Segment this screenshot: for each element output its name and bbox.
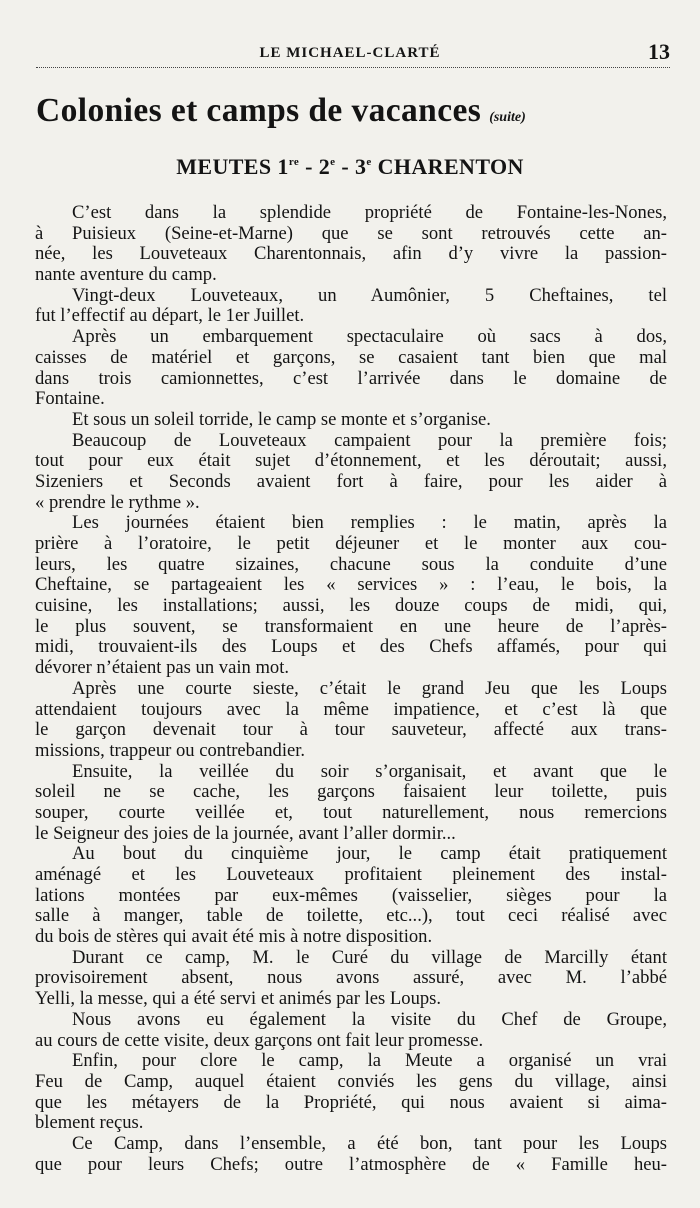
heading-number-2: 2 [318,154,331,179]
text-line: nante aventure du camp. [35,265,217,286]
text-line: salle à manger, table de toilette, etc...), tout ceci réalisé avec [35,906,667,927]
text-line: Durant ce camp, M. le Curé du village de Marcilly étant [72,947,667,968]
text-line: du bois de stères qui avait été mis à notre disposition. [35,927,433,948]
heading-number-1: 1 [277,154,289,179]
text-line: Ce Camp, dans l’ensemble, a été bon, tant pour les Loups [72,1133,667,1154]
text-line: missions, trappeur ou contrebandier. [35,740,306,761]
text-line: C’est dans la splendide propriété de Fontaine-les-Nones, [72,203,667,223]
text-line: Sizeniers et Seconds avaient fort à faire, pour les aider à [35,471,667,492]
heading-number-1-suffix: re [288,156,300,168]
text-line: « prendre le rythme ». [35,492,200,513]
text-line: le plus souvent, se transformaient en une heure de l’après- [35,616,667,637]
heading-label: MEUTES [176,154,272,179]
text-line: que les métayers de la Propriété, qui nous avaient si aima- [35,1092,667,1113]
text-line: Et sous un soleil torride, le camp se monte et s’organise. [72,409,491,430]
text-line: Au bout du cinquième jour, le camp était pratiquement [72,844,667,865]
text-line: prière à l’oratoire, le petit déjeuner et le monter aux cou- [35,534,667,554]
text-line: à Puisieux (Seine-et-Marne) que se sont retrouvés cette an- [35,223,667,244]
text-line: leurs, les quatre sizaines, chacune sous la conduite d’une [35,554,667,575]
text-line: Vingt-deux Louveteaux, un Aumônier, 5 Cheftaines, tel [72,285,667,306]
text-line: née, les Louveteaux Charentonnais, afin d’y vivre la passion- [35,244,667,265]
section-title-text: Colonies et camps de vacances [36,92,482,129]
heading-number-3-suffix: e [366,156,372,168]
text-line: Feu de Camp, auquel étaient conviés les gens du village, ainsi [35,1071,667,1092]
text-line: cuisine, les installations; aussi, les douze coups de midi, qui, [35,596,667,617]
text-line: Yelli, la messe, qui a été servi et animés par les Loups. [35,989,442,1010]
text-line: Nous avons eu également la visite du Chef de Groupe, [72,1009,667,1030]
article-heading: MEUTES 1re - 2e - 3e CHARENTON [176,154,524,179]
text-line: Les journées étaient bien remplies : le matin, après la [72,513,667,534]
page-number: 13 [648,39,670,64]
heading-location: CHARENTON [377,154,524,179]
text-line: Cheftaine, se partageaient les « services » : l’eau, le bois, la [35,575,667,596]
text-line: provisoirement absent, nous avons assuré, avec M. l’abbé [35,968,667,989]
text-line: souper, courte veillée et, tout naturellement, nous remercions [35,802,667,823]
heading-number-2-suffix: e [330,156,336,168]
heading-number-3: 3 [354,154,367,179]
text-line: midi, trouvaient-ils des Loups et des Chefs affamés, pour qui [35,637,667,658]
text-line: dévorer n’étaient pas un vain mot. [35,658,290,679]
text-line: soleil ne se cache, les garçons faisaient leur toilette, puis [35,782,667,803]
text-line: au cours de cette visite, deux garçons ont fait leur promesse. [35,1030,484,1051]
header-rule [36,67,670,68]
article-body [35,203,667,1175]
text-line: attendaient toujours avec la même impatience, et c’est là que [35,699,667,720]
text-line: fut l’effectif au départ, le 1er Juillet. [35,306,305,327]
text-line: dans trois camionnettes, c’est l’arrivée dans le domaine de [35,368,667,389]
text-line: Enfin, pour clore le camp, la Meute a organisé un vrai [72,1051,667,1072]
journal-name: LE MICHAEL-CLARTÉ [259,45,441,61]
text-line: Ensuite, la veillée du soir s’organisait, et avant que le [72,761,667,782]
text-line: que pour leurs Chefs; outre l’atmosphère de « Famille heu- [35,1154,667,1175]
text-line: lations montées par eux-mêmes (vaisselier, sièges pour la [35,885,667,906]
text-line: Fontaine. [35,389,105,410]
running-header [0,36,700,68]
text-line: Après une courte sieste, c’était le grand Jeu que les Loups [72,678,667,699]
text-line: blement reçus. [35,1113,144,1134]
text-line: le Seigneur des joies de la journée, avant l’aller dormir... [35,823,456,844]
section-title-suffix: (suite) [489,110,526,125]
section-title [36,92,676,130]
text-line: Beaucoup de Louveteaux campaient pour la première fois; [72,430,667,451]
text-line: aménagé et les Louveteaux profitaient pleinement des instal- [35,865,667,885]
text-line: tout pour eux était sujet d’étonnement, et les déroutait; aussi, [35,451,667,472]
text-line: Après un embarquement spectaculaire où sacs à dos, [72,327,667,348]
text-line: caisses de matériel et garçons, se casaient tant bien que mal [35,347,667,368]
text-line: le garçon devenait tour à tour sauveteur, affecté aux trans- [35,720,667,741]
